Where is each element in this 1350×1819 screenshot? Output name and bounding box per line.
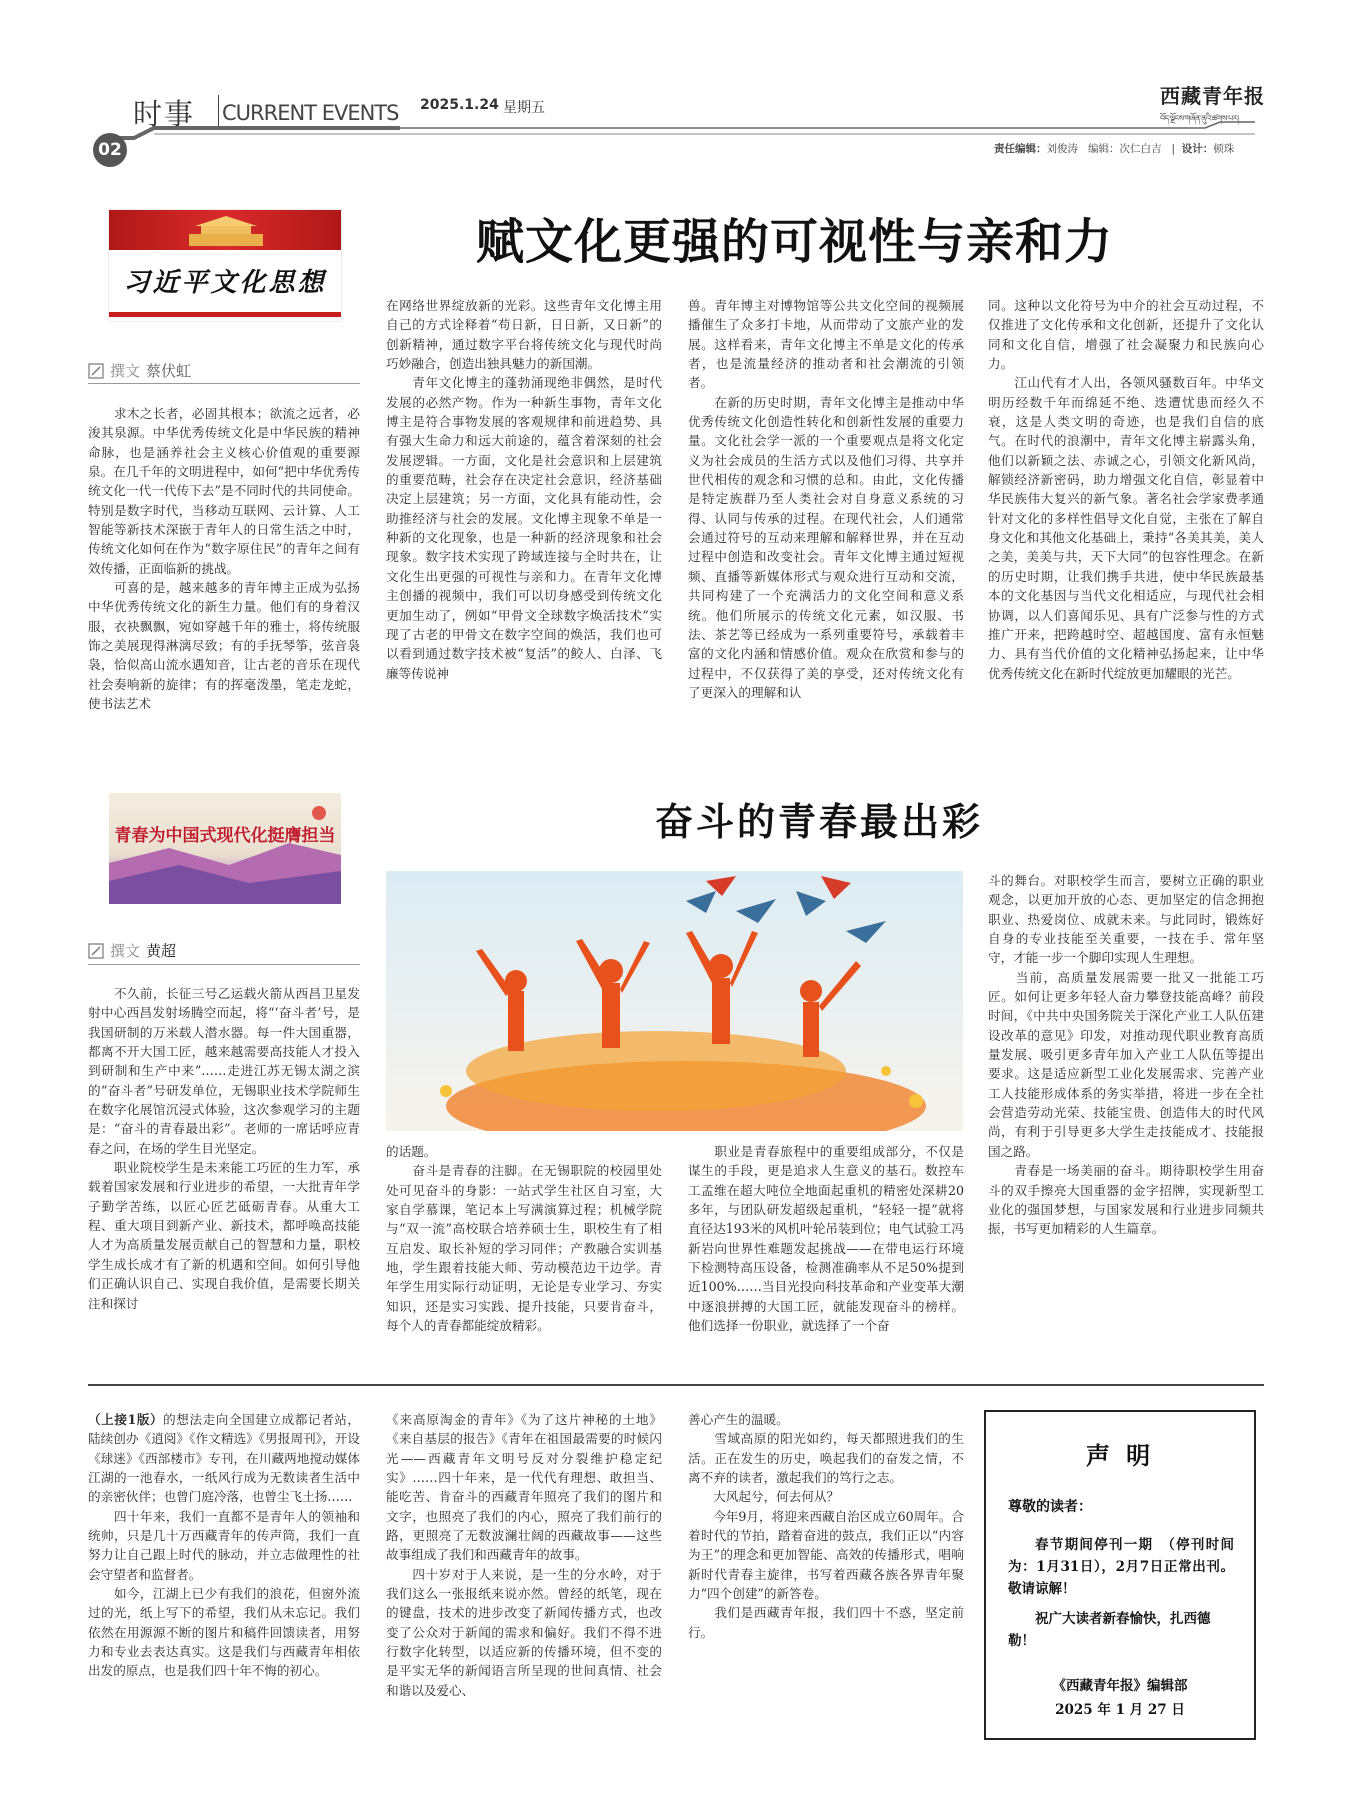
section-title-cn: 时事 <box>133 97 196 131</box>
continued-label: （上接1版） <box>88 1412 164 1427</box>
continued-text: 的想法走向全国建立成都记者站，陆续创办《逍阅》《作文精选》《男报周刊》，开设《球迷》《西部楼市》专刊，在川藏两地搅动媒体江湖的一池春水，一纸风行成为无数读者生活中的亲密伙伴；也曾门庭冷落，也曾尘飞土扬…… 四十年来，我们一直都不是青年人的领袖和统帅，只是几十万西藏青年的传声筒，我们一直努力让自己跟上时代的脉动，并立志做理性的社会守望者和监督者。 如今，江湖上已少有我们的浪花，但窗外流过的光，纸上写下的希望，我们从未忘记。我们依然在用源源不断的图片和稿件回馈读者，用努力和专业去表达真实。这是我们与西藏青年相依出发的原点，也是我们四十年不悔的初心。 <box>88 1412 360 1679</box>
byline-label: 撰文 <box>110 942 141 960</box>
column-banner-culture <box>109 210 341 321</box>
mountain-graphic <box>109 793 341 904</box>
masthead-title: 西藏青年报 <box>1160 84 1265 108</box>
notice-greeting: 尊敬的读者： <box>1008 1499 1092 1515</box>
editor-name: 刘俊涛 <box>1046 143 1078 155</box>
article2-column-1: 不久前，长征三号乙运载火箭从西昌卫星发射中心西昌发射场腾空而起，将“‘奋斗者’号，是我国研制的万米载人潜水器。每一件大国重器，都离不开大国工匠，越来越需要高技能人才投入到研制和生产中来”……走进江苏无锡太湖之滨的“奋斗者”号研发单位，无锡职业技术学院师生在数字化展馆沉浸式体验，这次参观学习的主题是：“奋斗的青春最出彩”。老师的一席话呼应青春之问，在场的学生目光坚定。 职业院校学生是未来能工巧匠的生力军，承载着国家发展和行业进步的希望，一大批青年学子勤学苦练，以匠心匠艺砥砺青春。从重大工程、重大项目到新产业、新技术，都呼唤高技能人才为高质量发展贡献自己的智慧和力量，职校学生成长成才有了新的机遇和空间。如何引导他们正确认识自己、实现自我价值，是需要长期关注和探讨 <box>88 986 360 1311</box>
page-number-badge <box>93 133 127 167</box>
copy-editor-name: 次仁白吉 <box>1119 143 1162 155</box>
article1-column-3: 兽。青年博主对博物馆等公共文化空间的视频展播催生了众多打卡地，从而带动了文旅产业的发展。这样看来，青年文化博主不单是文化的传承者，也是流量经济的推动者和社会潮流的引领者。 在新的历史时期，青年文化博主是推动中华优秀传统文化创造性转化和创新性发展的重要力量。文化社会学一派的一个重要观点是将文化定义为社会成员的生活方式以及他们习得、共享并世代相传的观念和习惯的总和。由此，文化传播是特定族群乃至人类社会对自身意义系统的习得、认同与传承的过程。在现代社会，人们通常会通过符号的互动来理解和解释世界，并在互动过程中创造和改变社会。青年文化博主通过短视频、直播等新媒体形式与观众进行互动和交流，共同构建了一个充满活力的文化空间和意义系统。他们所展示的传统文化元素，如汉服、书法、茶艺等已经成为一系列重要符号，承载着丰富的文化内涵和情感价值。观众在欣赏和参与的过程中，不仅获得了美的享受，还对传统文化有了更深入的理解和认 <box>688 298 964 700</box>
pencil-icon <box>88 363 104 379</box>
designer-name: 顿珠 <box>1213 143 1235 155</box>
article2-column-4: 斗的舞台。对职校学生而言，要树立正确的职业观念，以更加开放的心态、更加坚定的信念拥抱职业、热爱岗位、成就未来。与此同时，锻炼好自身的专业技能至关重要，一技在手、常年坚守，才能一步一个脚印实现人生理想。 当前，高质量发展需要一批又一批能工巧匠。如何让更多年轻人奋力攀登技能高峰？前段时间，《中共中央国务院关于深化产业工人队伍建设改革的意见》印发，对推动现代职业教育高质量发展、吸引更多青年加入产业工人队伍等提出要求。这是适应新型工业化发展需求、完善产业工人技能形成体系的务实举措，将进一步在全社会营造劳动光荣、技能宝贵、创造伟大的时代风尚，有利于引导更多大学生走技能成才、技能报国之路。 青春是一场美丽的奋斗。期待职校学生用奋斗的双手擦亮大国重器的金字招牌，实现新型工业化的强国梦想，与国家发展和行业进步同频共振，书写更加精彩的人生篇章。 <box>988 873 1264 1237</box>
notice-box <box>984 1410 1256 1740</box>
article1-column-4: 同。这种以文化符号为中介的社会互动过程，不仅推进了文化传承和文化创新，还提升了文化认同和文化自信，增强了社会凝聚力和民族向心力。 江山代有才人出，各领风骚数百年。中华文明历经数千年而绵延不绝、迭遭忧患而经久不衰，这是人类文明的奇迹，也是我们自信的底气。在时代的浪潮中，青年文化博主崭露头角，他们以新颖之法、赤诚之心，引领文化新风尚，解锁经济新密码，助力增强文化自信，彰显着中华民族伟大复兴的新气象。著名社会学家费孝通针对文化的多样性倡导文化自觉，主张在了解自身文化和其他文化基础上，秉持“各美其美，美人之美，美美与共，天下大同”的包容性理念。在新的历史时期，让我们携手共进，使中华民族最基本的文化基因与当代文化相适应，与现代社会相协调，以人们喜闻乐见、具有广泛参与性的方式推广开来，把跨越时空、超越国度、富有永恒魅力、具有当代价值的文化精神弘扬起来，让中华优秀传统文化在新时代绽放更加耀眼的光芒。 <box>988 298 1264 681</box>
designer-label: 设计： <box>1181 143 1214 155</box>
masthead-tibetan: བོད་ལྗོངས་གཞོན་ནུའི་ཚགས་པར། <box>1160 114 1239 123</box>
copy-editor-label: 编辑： <box>1088 143 1120 155</box>
section-divider <box>88 1384 1264 1386</box>
notice-body: 春节期间停刊一期 （停刊时间为：1月31日），2月7日正常出刊。敬请谅解！ <box>1008 1537 1234 1597</box>
article1-column-2: 在网络世界绽放新的光彩。这些青年文化博主用自己的方式诠释着“苟日新，日日新，又日新”的创新精神，通过数字平台将传统文化与现代时尚巧妙融合，创造出独具魅力的新国潮。 青年文化博主的蓬勃涌现绝非偶然，是时代发展的必然产物。作为一种新生事物，青年文化博主是符合事物发展的客观规律和前进趋势、具有强大生命力和远大前途的，蕴含着深刻的社会发展逻辑。一方面，文化是社会意识和上层建筑的重要范畴，社会存在决定社会意识，经济基础决定上层建筑；另一方面，文化具有能动性，会助推经济与社会的发展。文化博主现象不单是一种新的文化现象，也是一种新的经济现象和社会现象。数字技术实现了跨域连接与全时共在，让文化生出更强的可视性与亲和力。在青年文化博主创播的视频中，我们可以切身感受到传统文化更加生动了，例如“甲骨文全球数字焕活技术”实现了古老的甲骨文在数字空间的焕活，我们也可以看到通过数字技术被“复活”的鲛人、白泽、飞廉等传说神 <box>386 298 662 681</box>
editor-label: 责任编辑： <box>994 143 1047 155</box>
section-title-en: CURRENT EVENTS <box>222 101 399 125</box>
youth-illustration <box>386 871 963 1131</box>
page-number: 02 <box>98 140 122 160</box>
article1-byline <box>88 360 191 381</box>
byline-rule <box>88 964 360 965</box>
byline-author: 蔡伏虹 <box>146 362 192 380</box>
article2-byline <box>88 940 176 961</box>
notice-title: 声 明 <box>1085 1441 1155 1470</box>
article2-column-3: 职业是青春旅程中的重要组成部分，不仅是谋生的手段，更是追求人生意义的基石。数控车工孟维在超大吨位全地面起重机的精密处深耕20多年，与团队研发超级起重机，“轻轻一提”就将直径达193米的风机叶轮吊装到位；电气试验工冯新岩向世界性难题发起挑战——在带电运行环境下检测特高压设备，检测准确率从不足50%提到近100%……当目光投向科技革命和产业变革大潮中逐浪拼搏的大国工匠，就能发现奋斗的榜样。他们选择一份职业，就选择了一个奋 <box>688 1144 964 1334</box>
banner-title: 习近平文化思想 <box>123 268 327 298</box>
article3-column-3: 善心产生的温暖。 雪域高原的阳光如约，每天都照进我们的生活。正在发生的历史，唤起我们的奋发之情，不离不弃的读者，激起我们的笃行之志。 大风起兮，何去何从？ 今年9月，将迎来西藏自治区成立60周年。合着时代的节拍，踏着奋进的鼓点，我们正以“内容为王”的理念和更加智能、高效的传播形式，唱响新时代青春主旋律，书写着西藏各族各界青年聚力“四个创建”的新答卷。 我们是西藏青年报，我们四十不惑，坚定前行。 <box>688 1412 964 1640</box>
issue-date: 2025.1.24 <box>420 97 499 113</box>
article3-column-2: 《来高原淘金的青年》《为了这片神秘的土地》《来自基层的报告》《青年在祖国最需要的时候闪光——西藏青年文明号反对分裂维护稳定纪实》……四十年来，是一代代有理想、敢担当、能吃苦、肯奋斗的西藏青年照亮了我们的图片和文字，也照亮了我们的内心，照亮了我们前行的路，更照亮了无数波澜壮阔的西藏故事——这些故事组成了我们和西藏青年的故事。 四十岁对于人来说，是一生的分水岭，对于我们这么一张报纸来说亦然。曾经的纸笔，现在的键盘，技术的进步改变了新闻传播方式，也改变了公众对于新闻的需求和偏好。我们不得不进行数字化转型，以适应新的传播环境，但不变的是平实无华的新闻语言所呈现的世间真情、社会和谐以及爱心、 <box>386 1412 662 1698</box>
byline-author: 黄超 <box>146 942 177 960</box>
article1-column-1: 求木之长者，必固其根本；欲流之远者，必浚其泉源。中华优秀传统文化是中华民族的精神命脉，也是涵养社会主义核心价值观的重要源泉。在几千年的文明进程中，如何“把中华优秀传统文化一代一代传下去”是不同时代的共同使命。特别是数字时代，当移动互联网、云计算、人工智能等新技术深嵌于青年人的日常生活之中时，传统文化如何在作为“数字原住民”的青年之间有效传播，正面临新的挑战。 可喜的是，越来越多的青年博主正成为弘扬中华优秀传统文化的新生力量。他们有的身着汉服，衣袂飘飘，宛如穿越千年的雅士，将传统服饰之美展现得淋漓尽致；有的手抚琴筝，弦音袅袅，恰似高山流水遇知音，让古老的音乐在现代社会奏响新的旋律；有的挥毫泼墨，笔走龙蛇，使书法艺术 <box>88 406 360 712</box>
article2-column-2: 的话题。 奋斗是青春的注脚。在无锡职院的校园里处处可见奋斗的身影：一站式学生社区自习室，大家自学慕课，笔记本上写满演算过程；机械学院与“双一流”高校联合培养硕士生，职校生有了相互启发、取长补短的学习同伴；产教融合实训基地，学生跟着技能大师、劳动模范边干边学。青年学生用实际行动证明，无论是专业学习、夯实知识，还是实习实践、提升技能，只要肯奋斗，每个人的青春都能绽放精彩。 <box>386 1144 662 1334</box>
notice-signature: 《西藏青年报》编辑部 <box>1052 1678 1188 1694</box>
byline-rule <box>88 383 360 384</box>
issue-weekday: 星期五 <box>503 100 545 116</box>
banner-title: 青春为中国式现代化挺膺担当 <box>114 826 336 846</box>
notice-date: 2025 年 1 月 27 日 <box>1055 1702 1185 1718</box>
byline-label: 撰文 <box>110 362 141 380</box>
article3-column-1 <box>88 1410 360 1794</box>
column-banner-youth <box>109 793 341 904</box>
notice-wishes: 祝广大读者新春愉快，扎西德勒！ <box>1008 1611 1211 1649</box>
pencil-icon <box>88 943 104 959</box>
continued-paragraph <box>88 1410 360 1681</box>
editor-credits: 责任编辑：刘俊涛 编辑：次仁白吉 | 设计：顿珠 <box>994 143 1235 155</box>
tiananmen-icon <box>181 214 271 248</box>
article2-headline: 奋斗的青春最出彩 <box>655 800 984 844</box>
banner-red-line <box>109 312 341 317</box>
article1-headline: 赋文化更强的可视性与亲和力 <box>476 214 1114 270</box>
